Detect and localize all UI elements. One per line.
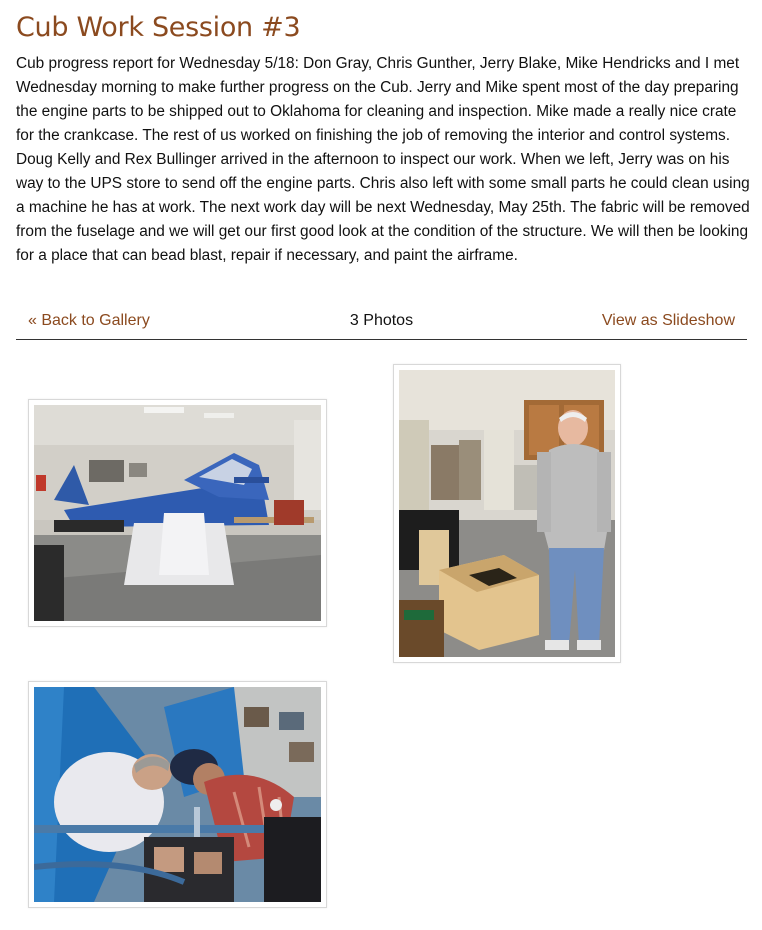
photo-thumbnail-3[interactable] — [28, 681, 327, 908]
photo-men-working-fuselage — [34, 687, 321, 902]
gallery-nav — [16, 305, 747, 340]
page-description: Cub progress report for Wednesday 5/18: Don Gray, Chris Gunther, Jerry Blake, Mike Hendricks and I met Wednesday morning to make further progress on the Cub. Jerry and Mike spent most of the day preparing the engine parts to be shipped out to Oklahoma for cleaning and inspection. Mike made a really nice crate for the crankcase. The rest of us worked on finishing the job of removing the interior and control systems. Doug Kelly and Rex Bullinger arrived in the afternoon to inspect our work. When we left, Jerry was on his way to the UPS store to send off the engine parts. Chris also left with some small parts he could clean using a machine he has at work. The next work day will be next Wednesday, May 25th. The fabric will be removed from the fuselage and we will get our first good look at the condition of the structure. We will then be looking for a place that can bead blast, repair if necessary, and paint the airframe. — [16, 55, 750, 264]
photo-hangar-fuselage — [34, 405, 321, 621]
photo-count: 3 Photos — [349, 312, 414, 329]
photo-man-with-crate — [399, 370, 615, 657]
photo-thumbnail-1[interactable] — [28, 399, 327, 627]
page-title: Cub Work Session #3 — [16, 12, 301, 43]
back-to-gallery-link[interactable]: « Back to Gallery — [28, 312, 150, 329]
view-slideshow-link[interactable]: View as Slideshow — [601, 312, 735, 329]
photo-thumbnail-2[interactable] — [393, 364, 621, 663]
